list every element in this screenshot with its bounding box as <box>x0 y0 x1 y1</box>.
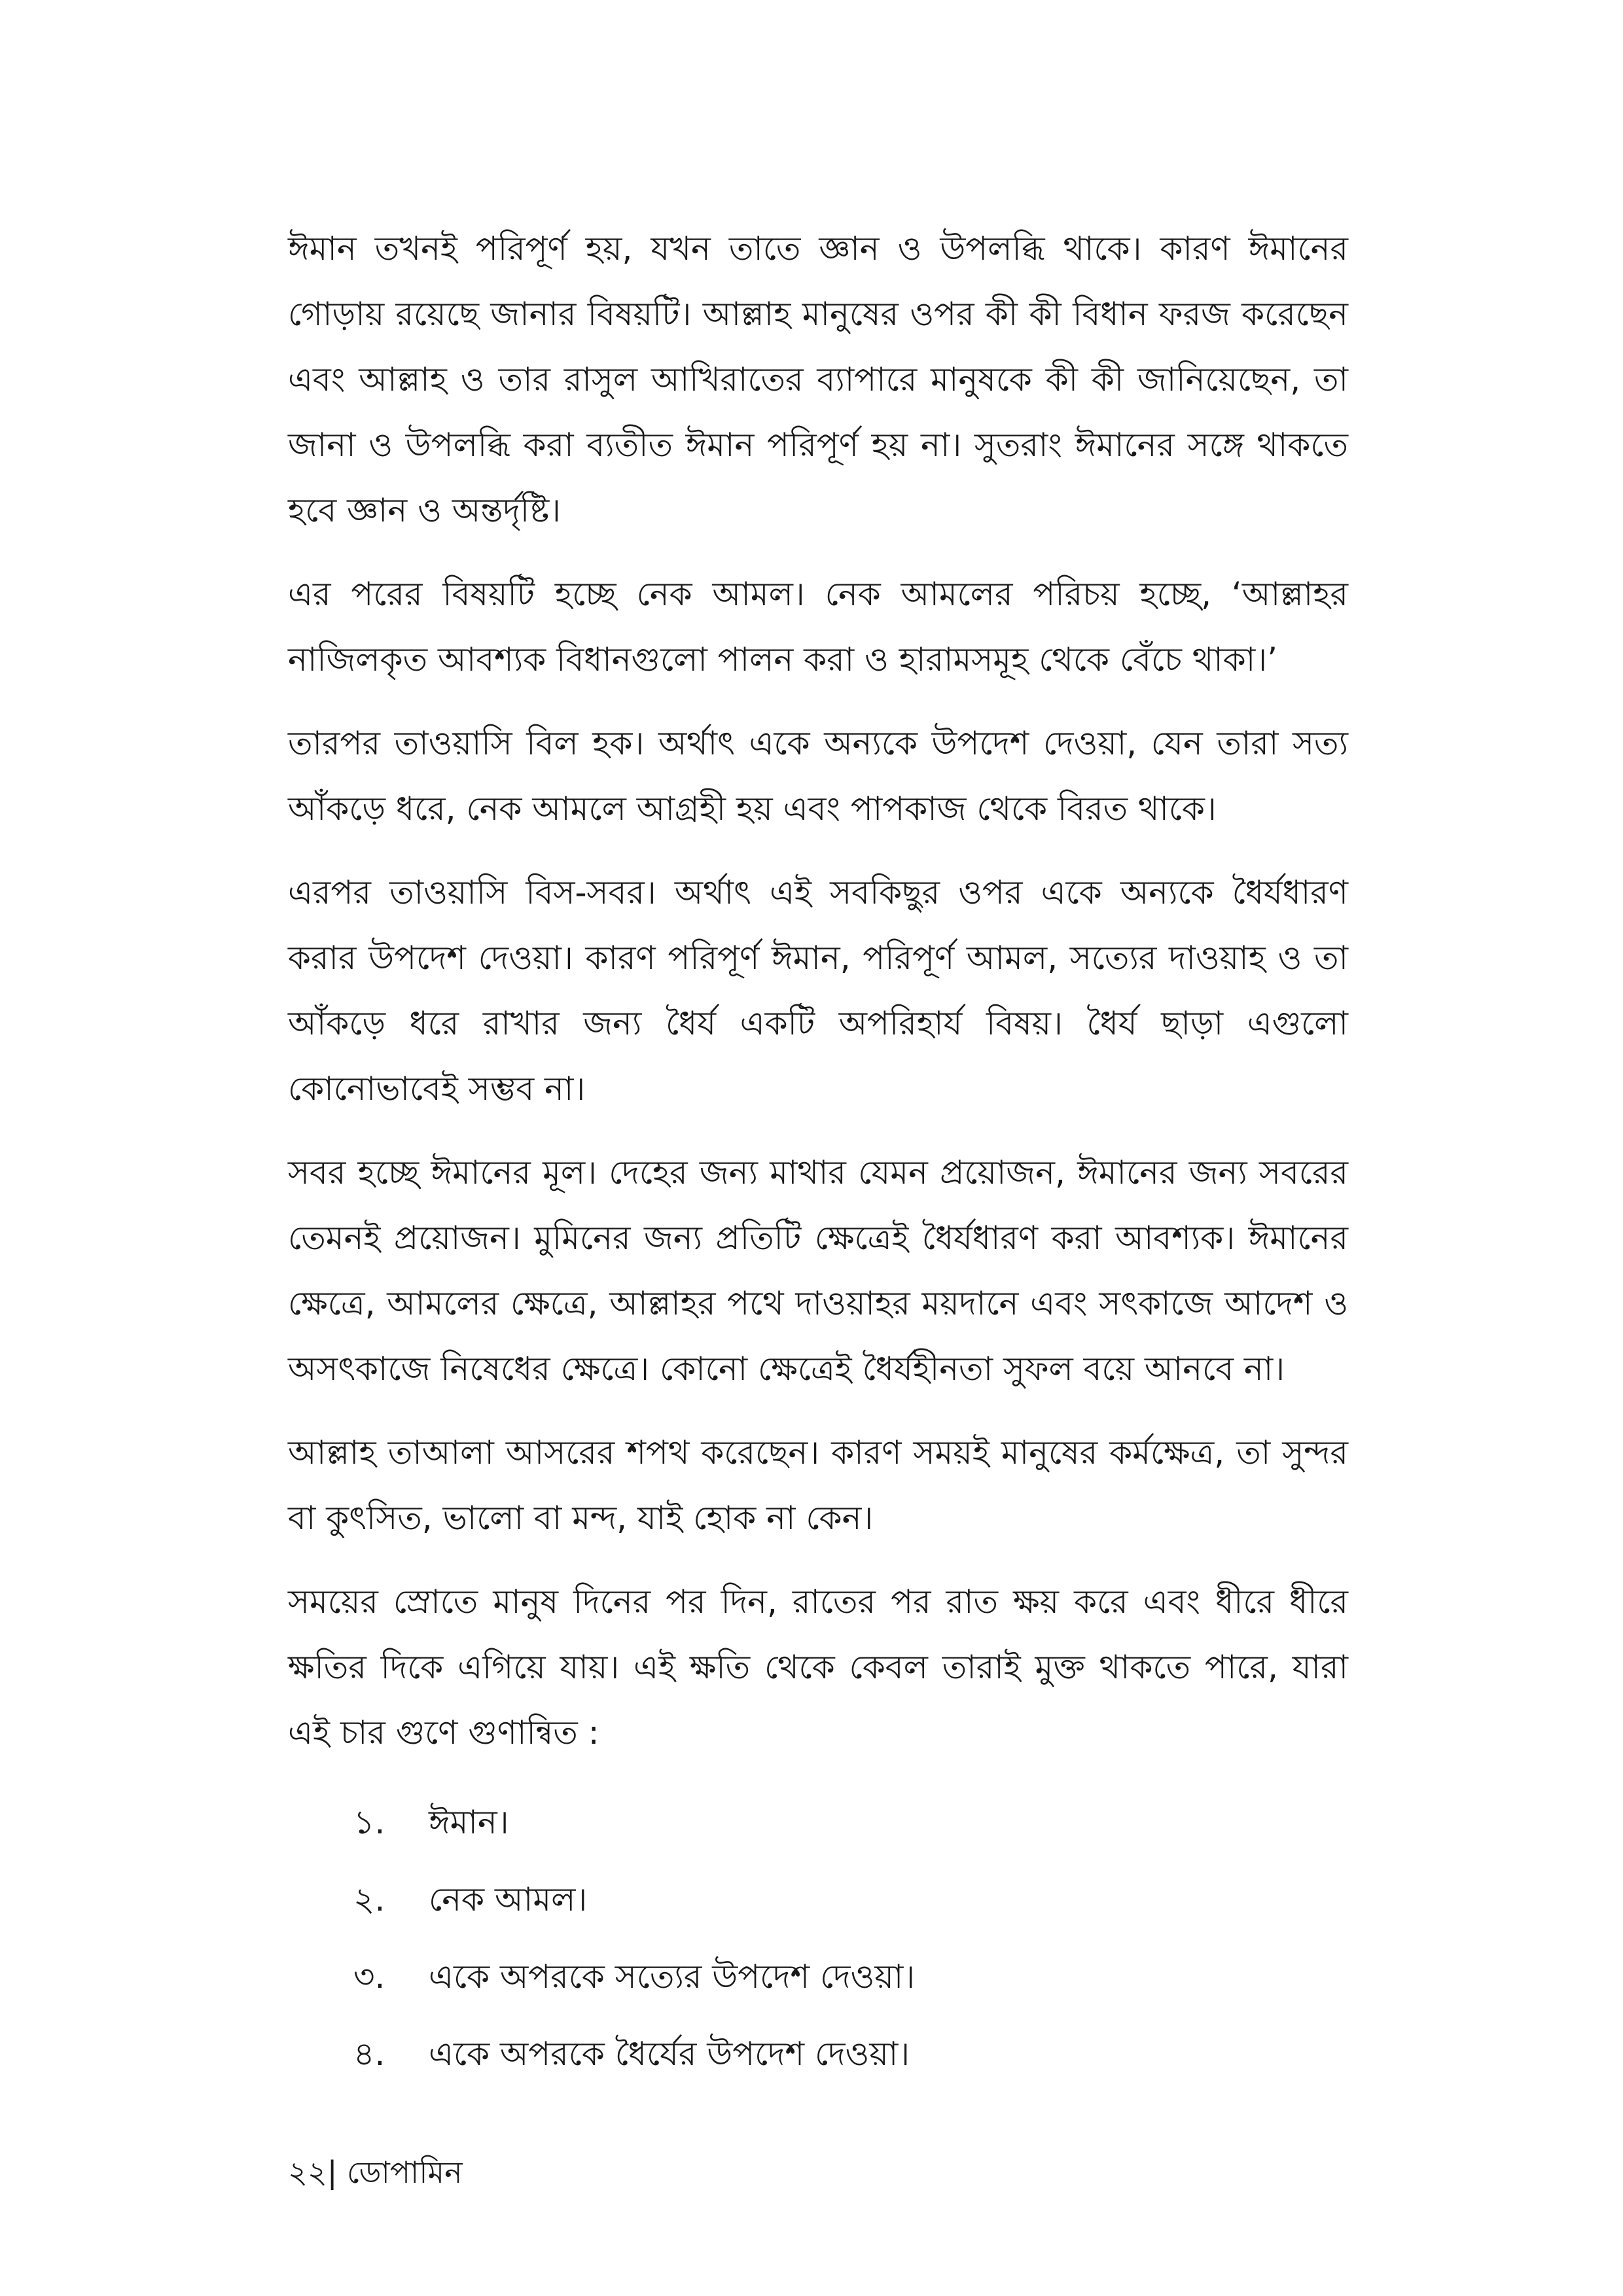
list-text: নেক আমল। <box>429 1881 588 1918</box>
page-footer <box>288 2153 463 2192</box>
paragraph: ঈমান তখনই পরিপূর্ণ হয়, যখন তাতে জ্ঞান ও উপলব্ধি থাকে। কারণ ঈমানের গোড়ায় রয়েছে জানার বিষয়টি। আল্লাহ মানুষের ওপর কী কী বিধান ফরজ করেছেন এবং আল্লাহ ও তার রাসুল আখিরাতের ব্যাপারে মানুষকে কী কী জানিয়েছেন, তা জানা ও উপলব্ধি করা ব্যতীত ঈমান পরিপূর্ণ হয় না। সুতরাং ঈমানের সঙ্গে থাকতে হবে জ্ঞান ও অন্তর্দৃষ্টি। <box>288 230 1348 529</box>
list-item <box>288 2015 1348 2093</box>
list-text: একে অপরকে ধৈর্যের উপদেশ দেওয়া। <box>429 2035 910 2073</box>
paragraph: এরপর তাওয়াসি বিস-সবর। অর্থাৎ এই সবকিছুর ওপর একে অন্যকে ধৈর্যধারণ করার উপদেশ দেওয়া। কারণ পরিপূর্ণ ঈমান, পরিপূর্ণ আমল, সত্যের দাওয়াহ ও তা আঁকড়ে ধরে রাখার জন্য ধৈর্য একটি অপরিহার্য বিষয়। ধৈর্য ছাড়া এগুলো কোনোভাবেই সম্ভব না। <box>288 874 1348 1108</box>
paragraph: সময়ের স্রোতে মানুষ দিনের পর দিন, রাতের পর রাত ক্ষয় করে এবং ধীরে ধীরে ক্ষতির দিকে এগিয়ে যায়। এই ক্ষতি থেকে কেবল তারাই মুক্ত থাকতে পারে, যারা এই চার গুণে গুণান্বিত : <box>288 1583 1348 1752</box>
page-number: ২২ <box>288 2155 327 2190</box>
list-number: ৩. <box>353 1958 385 1996</box>
paragraph: তারপর তাওয়াসি বিল হক। অর্থাৎ একে অন্যকে উপদেশ দেওয়া, যেন তারা সত্য আঁকড়ে ধরে, নেক আমলে আগ্রহী হয় এবং পাপকাজ থেকে বিরত থাকে। <box>288 724 1348 828</box>
numbered-list <box>288 1784 1348 2093</box>
book-title: ডোপামিন <box>346 2155 463 2190</box>
paragraph: সবর হচ্ছে ঈমানের মূল। দেহের জন্য মাথার যেমন প্রয়োজন, ঈমানের জন্য সবরের তেমনই প্রয়োজন। মুমিনের জন্য প্রতিটি ক্ষেত্রেই ধৈর্যধারণ করা আবশ্যক। ঈমানের ক্ষেত্রে, আমলের ক্ষেত্রে, আল্লাহর পথে দাওয়াহর ময়দানে এবং সৎকাজে আদেশ ও অসৎকাজে নিষেধের ক্ষেত্রে। কোনো ক্ষেত্রেই ধৈর্যহীনতা সুফল বয়ে আনবে না। <box>288 1154 1348 1388</box>
list-item <box>288 1784 1348 1861</box>
paragraph: আল্লাহ তাআলা আসরের শপথ করেছেন। কারণ সময়ই মানুষের কর্মক্ষেত্র, তা সুন্দর বা কুৎসিত, ভালো বা মন্দ, যাই হোক না কেন। <box>288 1434 1348 1537</box>
list-item <box>288 1938 1348 2015</box>
list-number: ১. <box>353 1803 385 1841</box>
list-number: ৪. <box>353 2035 385 2073</box>
footer-separator: | <box>327 2155 338 2190</box>
list-text: ঈমান। <box>429 1803 509 1841</box>
list-text: একে অপরকে সত্যের উপদেশ দেওয়া। <box>429 1958 916 1996</box>
paragraph: এর পরের বিষয়টি হচ্ছে নেক আমল। নেক আমলের পরিচয় হচ্ছে, ‘আল্লাহর নাজিলকৃত আবশ্যক বিধানগুলো পালন করা ও হারামসমূহ থেকে বেঁচে থাকা।’ <box>288 575 1348 679</box>
list-number: ২. <box>353 1881 385 1918</box>
page-body <box>288 216 1348 2093</box>
list-item <box>288 1861 1348 1938</box>
